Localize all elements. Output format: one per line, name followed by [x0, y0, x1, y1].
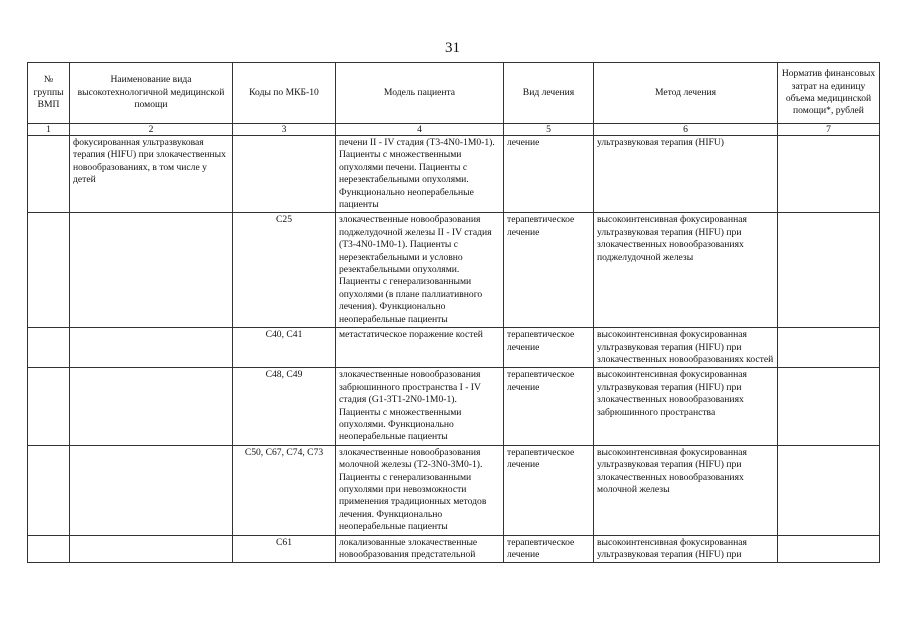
- cell-vmp-name: [70, 213, 233, 328]
- cell-treatment-type: терапевтическое лечение: [504, 445, 594, 535]
- cell-vmp-name: фокусированная ультразвуковая терапия (HIFU) при злокачественных новообразованиях, в том числе у детей: [70, 136, 233, 213]
- column-number: 2: [70, 124, 233, 136]
- cell-patient-model: злокачественные новообразования забрюшинного пространства I - IV стадия (G1-3T1-2N0-1M0-1). Пациенты с множественными опухолями. Функционально неоперабельные пациенты: [336, 368, 504, 445]
- cell-group: [28, 136, 70, 213]
- cell-patient-model: злокачественные новообразования поджелудочной железы II - IV стадия (T3-4N0-1M0-1). Пациенты с нерезектабельными и условно резектабельными опухолями. Пациенты с генерализованными опухолями (в плане паллиативного лечения). Функционально неоперабельные пациенты: [336, 213, 504, 328]
- column-number: 7: [778, 124, 880, 136]
- header-vmp-name: Наименование вида высокотехнологичной медицинской помощи: [70, 63, 233, 124]
- cell-icd-codes: C25: [233, 213, 336, 328]
- cell-group: [28, 213, 70, 328]
- cell-treatment-type: терапевтическое лечение: [504, 368, 594, 445]
- cell-vmp-name: [70, 368, 233, 445]
- cell-icd-codes: C61: [233, 535, 336, 563]
- cell-cost: [778, 445, 880, 535]
- cell-cost: [778, 213, 880, 328]
- cell-patient-model: злокачественные новообразования молочной железы (T2-3N0-3M0-1). Пациенты с генерализованными опухолями при невозможности применения традиционных методов лечения. Функционально неоперабельные пациенты: [336, 445, 504, 535]
- cell-treatment-method: высокоинтенсивная фокусированная ультразвуковая терапия (HIFU) при злокачественных новообразованиях молочной железы: [594, 445, 778, 535]
- cell-treatment-method: высокоинтенсивная фокусированная ультразвуковая терапия (HIFU) при злокачественных новообразованиях костей: [594, 328, 778, 368]
- header-cost-norm: Норматив финансовых затрат на единицу объема медицинской помощи*, рублей: [778, 63, 880, 124]
- header-icd-codes: Коды по МКБ-10: [233, 63, 336, 124]
- cell-treatment-type: терапевтическое лечение: [504, 328, 594, 368]
- table-row: [28, 368, 880, 445]
- cell-treatment-type: лечение: [504, 136, 594, 213]
- cell-cost: [778, 328, 880, 368]
- cell-icd-codes: C48, C49: [233, 368, 336, 445]
- cell-treatment-method: высокоинтенсивная фокусированная ультразвуковая терапия (HIFU) при злокачественных новообразованиях поджелудочной железы: [594, 213, 778, 328]
- cell-vmp-name: [70, 535, 233, 563]
- cell-patient-model: локализованные злокачественные новообразования предстательной: [336, 535, 504, 563]
- cell-vmp-name: [70, 445, 233, 535]
- cell-group: [28, 445, 70, 535]
- header-group-number: № группы ВМП: [28, 63, 70, 124]
- header-treatment-method: Метод лечения: [594, 63, 778, 124]
- cell-icd-codes: C40, C41: [233, 328, 336, 368]
- table-header-row: [28, 63, 880, 124]
- table-row: [28, 445, 880, 535]
- header-treatment-type: Вид лечения: [504, 63, 594, 124]
- cell-cost: [778, 535, 880, 563]
- cell-cost: [778, 136, 880, 213]
- header-patient-model: Модель пациента: [336, 63, 504, 124]
- cell-icd-codes: C50, C67, C74, C73: [233, 445, 336, 535]
- table-row: [28, 213, 880, 328]
- cell-vmp-name: [70, 328, 233, 368]
- column-number-row: [28, 124, 880, 136]
- cell-icd-codes: [233, 136, 336, 213]
- cell-group: [28, 368, 70, 445]
- cell-patient-model: печени II - IV стадия (T3-4N0-1M0-1). Пациенты с множественными опухолями печени. Пациенты с нерезектабельными опухолями. Функционально неоперабельные пациенты: [336, 136, 504, 213]
- cell-treatment-method: высокоинтенсивная фокусированная ультразвуковая терапия (HIFU) при злокачественных новообразованиях забрюшинного пространства: [594, 368, 778, 445]
- cell-treatment-type: терапевтическое лечение: [504, 535, 594, 563]
- column-number: 4: [336, 124, 504, 136]
- cell-patient-model: метастатическое поражение костей: [336, 328, 504, 368]
- column-number: 6: [594, 124, 778, 136]
- column-number: 1: [28, 124, 70, 136]
- column-number: 3: [233, 124, 336, 136]
- cell-treatment-method: ультразвуковая терапия (HIFU): [594, 136, 778, 213]
- cell-treatment-method: высокоинтенсивная фокусированная ультразвуковая терапия (HIFU) при: [594, 535, 778, 563]
- cell-treatment-type: терапевтическое лечение: [504, 213, 594, 328]
- vmp-table: [27, 62, 880, 563]
- table-row: [28, 328, 880, 368]
- column-number: 5: [504, 124, 594, 136]
- table-row: [28, 136, 880, 213]
- cell-cost: [778, 368, 880, 445]
- table-row: [28, 535, 880, 563]
- page-number: 31: [445, 40, 460, 56]
- cell-group: [28, 328, 70, 368]
- cell-group: [28, 535, 70, 563]
